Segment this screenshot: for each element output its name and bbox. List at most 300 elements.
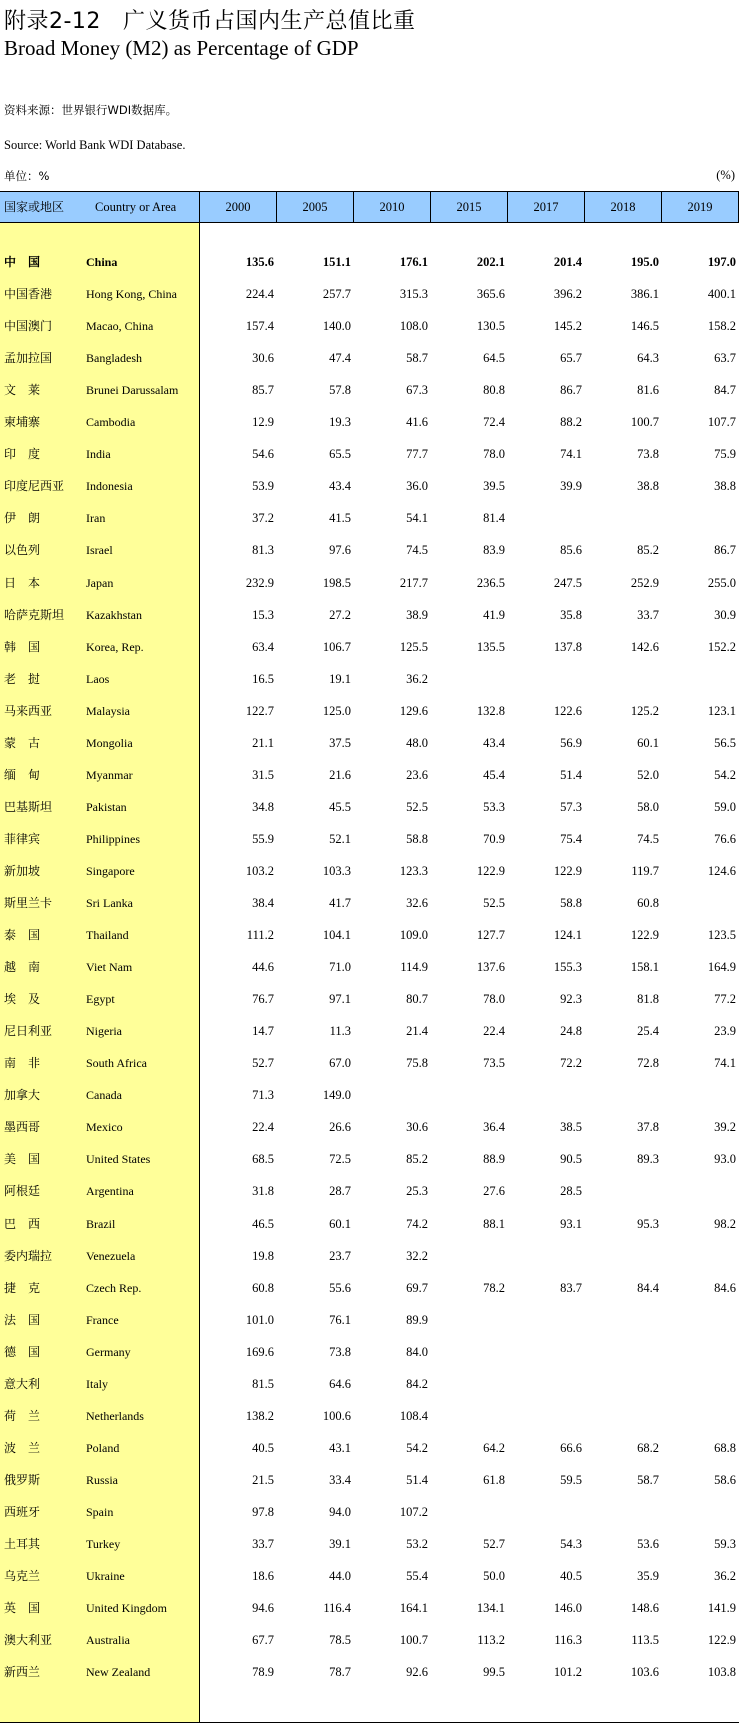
table-row — [0, 695, 739, 727]
country-name-cn: 澳大利亚 — [4, 1633, 53, 1648]
value-cell: 38.4 — [252, 896, 274, 910]
value-cell: 59.0 — [714, 799, 736, 814]
value-cell: 64.2 — [483, 1440, 505, 1455]
table-row — [0, 1304, 739, 1336]
country-name-en: Philippines — [86, 831, 141, 846]
table-row — [0, 727, 739, 759]
value-cell: 158.2 — [707, 319, 736, 334]
value-cell: 40.5 — [252, 1440, 274, 1455]
value-cell: 74.5 — [637, 831, 659, 846]
value-cell: 54.1 — [406, 511, 428, 526]
header-year: 2015 — [431, 192, 508, 222]
value-cell: 81.3 — [252, 543, 274, 558]
value-cell: 60.1 — [329, 1216, 351, 1231]
table-row — [0, 663, 739, 695]
header-area-en: Country or Area — [80, 192, 200, 222]
value-cell: 28.5 — [560, 1184, 582, 1199]
value-cell: 114.9 — [400, 960, 428, 975]
value-cell: 129.6 — [399, 703, 428, 718]
table-row — [0, 599, 739, 631]
value-cell: 27.2 — [329, 607, 351, 622]
table-row — [0, 855, 739, 887]
value-cell: 78.7 — [329, 1665, 351, 1680]
value-cell: 125.2 — [630, 703, 659, 718]
value-cell: 67.0 — [329, 1056, 351, 1071]
country-name-cn: 荷 兰 — [4, 1408, 41, 1423]
country-name-en: Nigeria — [86, 1024, 122, 1039]
header-year: 2017 — [508, 192, 585, 222]
value-cell: 257.7 — [322, 287, 351, 302]
country-name-en: Kazakhstan — [86, 607, 142, 622]
country-name-en: France — [86, 1312, 119, 1327]
country-name-en: Macao, China — [86, 319, 154, 334]
country-name-cn: 越 南 — [4, 960, 41, 975]
country-name-en: South Africa — [86, 1056, 147, 1071]
table-row — [0, 1272, 739, 1304]
country-name-cn: 哈萨克斯坦 — [4, 607, 65, 622]
value-cell: 68.2 — [637, 1440, 659, 1455]
country-name-cn: 乌克兰 — [4, 1569, 41, 1584]
value-cell: 27.6 — [483, 1184, 505, 1199]
value-cell: 83.7 — [560, 1280, 582, 1295]
value-cell: 60.1 — [637, 735, 659, 750]
value-cell: 124.6 — [707, 863, 736, 878]
country-name-cn: 中国澳门 — [4, 319, 53, 334]
value-cell: 198.5 — [322, 575, 351, 590]
value-cell: 30.6 — [252, 351, 274, 366]
value-cell: 44.0 — [329, 1569, 351, 1584]
value-cell: 50.0 — [483, 1569, 505, 1584]
country-name-cn: 缅 甸 — [4, 767, 41, 782]
country-name-en: Venezuela — [86, 1248, 136, 1263]
value-cell: 35.9 — [637, 1569, 659, 1584]
value-cell: 164.9 — [707, 960, 736, 975]
value-cell: 64.5 — [483, 351, 505, 366]
value-cell: 125.5 — [399, 639, 428, 654]
value-cell: 88.1 — [483, 1216, 505, 1231]
country-name-en: Australia — [86, 1633, 130, 1648]
value-cell: 40.5 — [560, 1569, 582, 1584]
country-name-cn: 尼日利亚 — [4, 1024, 53, 1039]
value-cell: 67.3 — [406, 383, 428, 398]
table-row — [0, 919, 739, 951]
value-cell: 315.3 — [399, 287, 428, 302]
country-name-en: Thailand — [86, 928, 129, 943]
table-row — [0, 1079, 739, 1111]
country-name-en: Cambodia — [86, 415, 136, 430]
value-cell: 38.9 — [406, 607, 428, 622]
table-row — [0, 1143, 739, 1175]
country-name-cn: 柬埔寨 — [4, 415, 41, 430]
country-name-en: China — [86, 255, 118, 269]
value-cell: 28.7 — [329, 1184, 351, 1199]
table-row — [0, 951, 739, 983]
value-cell: 152.2 — [707, 639, 736, 654]
table-row — [0, 1400, 739, 1432]
table-row — [0, 502, 739, 534]
value-cell: 69.7 — [406, 1280, 428, 1295]
value-cell: 48.0 — [406, 735, 428, 750]
value-cell: 33.7 — [252, 1537, 274, 1551]
value-cell: 73.8 — [329, 1344, 351, 1359]
source-note-cn: 资料来源：世界银行WDI数据库。 — [4, 103, 178, 117]
country-name-en: United States — [86, 1152, 151, 1167]
value-cell: 68.5 — [252, 1152, 274, 1167]
country-name-en: Malaysia — [86, 703, 130, 718]
table-row — [0, 470, 739, 502]
value-cell: 31.8 — [252, 1184, 274, 1199]
value-cell: 22.4 — [252, 1120, 274, 1135]
table-bottom-rule — [0, 1722, 739, 1723]
value-cell: 142.6 — [630, 639, 659, 654]
country-name-cn: 中 国 — [4, 255, 41, 269]
table-row — [0, 534, 739, 566]
value-cell: 76.7 — [252, 992, 274, 1007]
value-cell: 125.0 — [322, 703, 351, 718]
value-cell: 149.0 — [322, 1088, 351, 1103]
value-cell: 23.9 — [714, 1024, 736, 1039]
value-cell: 116.3 — [554, 1633, 582, 1648]
value-cell: 59.3 — [714, 1537, 736, 1551]
value-cell: 72.4 — [483, 415, 505, 430]
country-name-en: Netherlands — [86, 1408, 144, 1423]
value-cell: 151.1 — [322, 255, 351, 269]
table-row — [0, 1111, 739, 1143]
value-cell: 83.9 — [483, 543, 505, 558]
country-name-en: India — [86, 447, 111, 462]
value-cell: 43.4 — [483, 735, 505, 750]
value-cell: 116.4 — [323, 1601, 351, 1616]
country-name-cn: 美 国 — [4, 1152, 41, 1167]
value-cell: 30.6 — [406, 1120, 428, 1135]
country-name-en: Poland — [86, 1440, 120, 1455]
value-cell: 56.9 — [560, 735, 582, 750]
country-name-cn: 埃 及 — [4, 992, 41, 1007]
value-cell: 30.9 — [714, 607, 736, 622]
value-cell: 65.7 — [560, 351, 582, 366]
value-cell: 137.6 — [476, 960, 505, 975]
value-cell: 109.0 — [399, 928, 428, 943]
unit-label-en: (%) — [716, 168, 735, 182]
value-cell: 39.2 — [714, 1120, 736, 1135]
country-name-cn: 印度尼西亚 — [4, 479, 65, 494]
value-cell: 93.1 — [560, 1216, 582, 1231]
value-cell: 88.9 — [483, 1152, 505, 1167]
value-cell: 54.6 — [252, 447, 274, 462]
page-title-cn — [4, 4, 415, 35]
country-name-en: Pakistan — [86, 799, 127, 814]
value-cell: 75.8 — [406, 1056, 428, 1071]
country-name-en: Brunei Darussalam — [86, 383, 179, 398]
value-cell: 135.6 — [245, 255, 274, 269]
table-row — [0, 1656, 739, 1688]
value-cell: 59.5 — [560, 1472, 582, 1487]
value-cell: 74.1 — [560, 447, 582, 462]
country-name-en: Israel — [86, 543, 113, 558]
value-cell: 100.6 — [322, 1408, 351, 1423]
value-cell: 107.2 — [399, 1504, 428, 1519]
value-cell: 16.5 — [252, 671, 274, 686]
value-cell: 39.9 — [560, 479, 582, 494]
value-cell: 104.1 — [322, 928, 351, 943]
value-cell: 100.7 — [630, 415, 659, 430]
country-name-cn: 新西兰 — [4, 1665, 41, 1680]
country-name-en: Japan — [86, 575, 114, 590]
country-name-en: Germany — [86, 1344, 131, 1359]
value-cell: 81.8 — [637, 992, 659, 1007]
table-row — [0, 567, 739, 599]
value-cell: 134.1 — [476, 1601, 505, 1616]
value-cell: 51.4 — [560, 767, 582, 782]
country-name-en: Korea, Rep. — [86, 639, 144, 654]
country-name-en: Canada — [86, 1088, 122, 1103]
value-cell: 24.8 — [560, 1024, 582, 1039]
value-cell: 101.0 — [245, 1312, 274, 1327]
country-name-en: Myanmar — [86, 767, 133, 782]
table-row — [0, 310, 739, 342]
value-cell: 63.7 — [714, 351, 736, 366]
value-cell: 113.5 — [631, 1633, 659, 1648]
value-cell: 26.6 — [329, 1120, 351, 1135]
value-cell: 47.4 — [329, 351, 351, 366]
country-name-cn: 伊 朗 — [4, 511, 41, 526]
value-cell: 122.7 — [245, 703, 274, 718]
country-name-cn: 波 兰 — [4, 1440, 41, 1455]
value-cell: 75.4 — [560, 831, 582, 846]
value-cell: 41.5 — [329, 511, 351, 526]
table-row — [0, 1336, 739, 1368]
value-cell: 252.9 — [630, 575, 659, 590]
value-cell: 64.6 — [329, 1376, 351, 1391]
value-cell: 54.3 — [560, 1537, 582, 1551]
value-cell: 41.7 — [329, 896, 351, 910]
value-cell: 88.2 — [560, 415, 582, 430]
country-name-cn: 马来西亚 — [4, 703, 53, 718]
table-row — [0, 246, 739, 278]
value-cell: 140.0 — [322, 319, 351, 334]
country-name-en: Mexico — [86, 1120, 123, 1135]
table-header — [0, 191, 739, 223]
table-row — [0, 1047, 739, 1079]
table-row — [0, 1368, 739, 1400]
value-cell: 148.6 — [630, 1601, 659, 1616]
value-cell: 57.3 — [560, 799, 582, 814]
value-cell: 56.5 — [714, 735, 736, 750]
page-title-en: Broad Money (M2) as Percentage of GDP — [4, 36, 359, 60]
value-cell: 72.5 — [329, 1152, 351, 1167]
value-cell: 74.2 — [406, 1216, 428, 1231]
value-cell: 25.3 — [406, 1184, 428, 1199]
country-name-cn: 墨西哥 — [4, 1120, 41, 1135]
header-year: 2019 — [662, 192, 739, 222]
value-cell: 77.7 — [406, 447, 428, 462]
value-cell: 122.9 — [630, 928, 659, 943]
value-cell: 400.1 — [707, 287, 736, 302]
value-cell: 73.8 — [637, 447, 659, 462]
value-cell: 103.8 — [707, 1665, 736, 1680]
value-cell: 202.1 — [476, 255, 505, 269]
value-cell: 81.4 — [483, 511, 505, 526]
value-cell: 85.6 — [560, 543, 582, 558]
value-cell: 44.6 — [252, 960, 274, 975]
value-cell: 33.4 — [329, 1472, 351, 1487]
country-name-en: Russia — [86, 1472, 119, 1487]
value-cell: 84.2 — [406, 1376, 428, 1391]
country-name-cn: 意大利 — [4, 1376, 41, 1391]
country-name-cn: 印 度 — [4, 447, 41, 462]
value-cell: 123.1 — [707, 703, 736, 718]
value-cell: 21.4 — [406, 1024, 428, 1039]
value-cell: 84.6 — [714, 1280, 736, 1295]
value-cell: 106.7 — [322, 639, 351, 654]
value-cell: 122.9 — [476, 863, 505, 878]
value-cell: 255.0 — [707, 575, 736, 590]
country-name-en: Italy — [86, 1376, 108, 1391]
value-cell: 53.3 — [483, 799, 505, 814]
value-cell: 103.2 — [245, 863, 274, 878]
value-cell: 78.5 — [329, 1633, 351, 1648]
country-name-en: Viet Nam — [86, 960, 133, 975]
value-cell: 197.0 — [707, 255, 736, 269]
value-cell: 19.1 — [329, 671, 351, 686]
value-cell: 71.3 — [252, 1088, 274, 1103]
value-cell: 78.2 — [483, 1280, 505, 1295]
value-cell: 21.1 — [252, 735, 274, 750]
country-name-en: United Kingdom — [86, 1601, 167, 1616]
value-cell: 146.0 — [553, 1601, 582, 1616]
value-cell: 72.8 — [637, 1056, 659, 1071]
value-cell: 164.1 — [399, 1601, 428, 1616]
value-cell: 58.6 — [714, 1472, 736, 1487]
value-cell: 21.5 — [252, 1472, 274, 1487]
country-name-cn: 英 国 — [4, 1601, 41, 1616]
country-name-en: Ukraine — [86, 1569, 125, 1584]
value-cell: 78.9 — [252, 1665, 274, 1680]
table-row — [0, 823, 739, 855]
value-cell: 236.5 — [476, 575, 505, 590]
value-cell: 97.1 — [329, 992, 351, 1007]
country-name-cn: 泰 国 — [4, 928, 41, 943]
value-cell: 122.6 — [553, 703, 582, 718]
country-name-cn: 南 非 — [4, 1056, 41, 1071]
value-cell: 23.6 — [406, 767, 428, 782]
value-cell: 54.2 — [714, 767, 736, 782]
value-cell: 103.6 — [630, 1665, 659, 1680]
value-cell: 111.2 — [246, 928, 274, 943]
value-cell: 15.3 — [252, 607, 274, 622]
value-cell: 232.9 — [245, 575, 274, 590]
value-cell: 92.6 — [406, 1665, 428, 1680]
country-name-en: Czech Rep. — [86, 1280, 142, 1295]
value-cell: 37.8 — [637, 1120, 659, 1135]
value-cell: 57.8 — [329, 383, 351, 398]
country-name-cn: 孟加拉国 — [4, 351, 53, 366]
value-cell: 89.3 — [637, 1152, 659, 1167]
value-cell: 122.9 — [553, 863, 582, 878]
value-cell: 31.5 — [252, 767, 274, 782]
value-cell: 98.2 — [714, 1216, 736, 1231]
country-name-cn: 中国香港 — [4, 287, 53, 302]
country-name-cn: 蒙 古 — [4, 735, 41, 750]
country-name-cn: 土耳其 — [4, 1537, 41, 1551]
value-cell: 93.0 — [714, 1152, 736, 1167]
unit-label-cn: 单位：% — [4, 169, 50, 183]
title-text: 广义货币占国内生产总值比重 — [122, 9, 416, 34]
value-cell: 119.7 — [631, 863, 659, 878]
value-cell: 224.4 — [245, 287, 274, 302]
value-cell: 78.0 — [483, 992, 505, 1007]
table-row — [0, 1240, 739, 1272]
value-cell: 32.2 — [406, 1248, 428, 1263]
title-prefix: 附录2-12 — [4, 9, 101, 34]
value-cell: 53.9 — [252, 479, 274, 494]
value-cell: 122.9 — [707, 1633, 736, 1648]
value-cell: 46.5 — [252, 1216, 274, 1231]
country-name-en: Turkey — [86, 1537, 121, 1551]
value-cell: 25.4 — [637, 1024, 659, 1039]
table-row — [0, 631, 739, 663]
value-cell: 18.6 — [252, 1569, 274, 1584]
value-cell: 58.7 — [637, 1472, 659, 1487]
country-name-cn: 老 挝 — [4, 671, 41, 686]
value-cell: 19.8 — [252, 1248, 274, 1263]
value-cell: 113.2 — [477, 1633, 505, 1648]
value-cell: 58.7 — [406, 351, 428, 366]
country-name-en: Singapore — [86, 863, 135, 878]
value-cell: 22.4 — [483, 1024, 505, 1039]
value-cell: 247.5 — [553, 575, 582, 590]
value-cell: 169.6 — [245, 1344, 274, 1359]
value-cell: 157.4 — [245, 319, 274, 334]
value-cell: 68.8 — [714, 1440, 736, 1455]
value-cell: 52.1 — [329, 831, 351, 846]
country-name-cn: 巴 西 — [4, 1216, 41, 1231]
table-row — [0, 1208, 739, 1240]
country-name-cn: 捷 克 — [4, 1280, 41, 1295]
value-cell: 386.1 — [630, 287, 659, 302]
value-cell: 81.5 — [252, 1376, 274, 1391]
country-name-en: Argentina — [86, 1184, 134, 1199]
value-cell: 58.0 — [637, 799, 659, 814]
table-row — [0, 759, 739, 791]
header-year: 2000 — [200, 192, 277, 222]
value-cell: 53.2 — [406, 1537, 428, 1551]
value-cell: 80.8 — [483, 383, 505, 398]
value-cell: 67.7 — [252, 1633, 274, 1648]
value-cell: 70.9 — [483, 831, 505, 846]
value-cell: 85.7 — [252, 383, 274, 398]
value-cell: 84.4 — [637, 1280, 659, 1295]
header-year: 2010 — [354, 192, 431, 222]
value-cell: 39.1 — [329, 1537, 351, 1551]
table-row — [0, 1560, 739, 1592]
value-cell: 23.7 — [329, 1248, 351, 1263]
table-row — [0, 791, 739, 823]
value-cell: 63.4 — [252, 639, 274, 654]
country-name-cn: 加拿大 — [4, 1088, 41, 1103]
value-cell: 43.1 — [329, 1440, 351, 1455]
value-cell: 217.7 — [399, 575, 428, 590]
value-cell: 52.5 — [483, 896, 505, 910]
value-cell: 33.7 — [637, 607, 659, 622]
value-cell: 38.8 — [637, 479, 659, 494]
value-cell: 60.8 — [252, 1280, 274, 1295]
value-cell: 85.2 — [406, 1152, 428, 1167]
country-name-cn: 新加坡 — [4, 863, 41, 878]
value-cell: 52.7 — [483, 1537, 505, 1551]
table-row — [0, 374, 739, 406]
value-cell: 124.1 — [553, 928, 582, 943]
